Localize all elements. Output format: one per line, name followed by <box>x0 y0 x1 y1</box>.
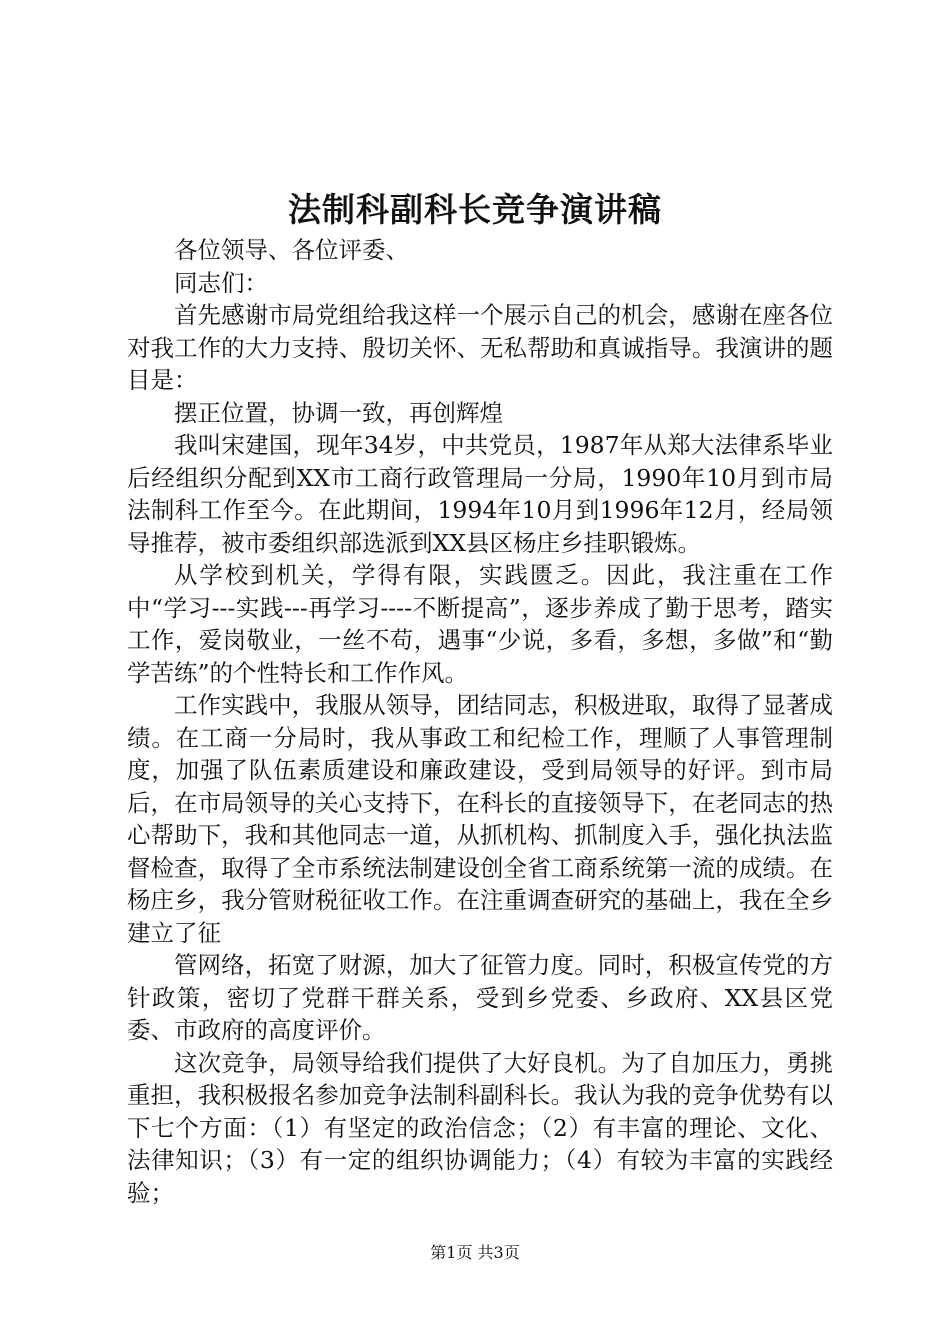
page-indicator: 第1页 共3页 <box>430 1243 520 1262</box>
paragraph-intro: 首先感谢市局党组给我这样一个展示自己的机会，感谢在座各位对我工作的大力支持、殷切关怀、无私帮助和真诚指导。我演讲的题目是： <box>127 301 833 394</box>
document-title: 法制科副科长竞争演讲稿 <box>288 190 662 229</box>
document-body <box>127 234 833 1209</box>
paragraph-competition-advantages: 这次竞争，局领导给我们提供了大好良机。为了自加压力，勇挑重担，我积极报名参加竞争法制科副科长。我认为我的竞争优势有以下七个方面：（1）有坚定的政治信念；（2）有丰富的理论、文化、法律知识；（3）有一定的组织协调能力；（4）有较为丰富的实践经验； <box>127 1048 833 1207</box>
paragraph-salutation-1: 各位领导、各位评委、 <box>174 236 409 264</box>
paragraph-achievements: 工作实践中，我服从领导，团结同志，积极进取，取得了显著成绩。在工商一分局时，我从事政工和纪检工作，理顺了人事管理制度，加强了队伍素质建设和廉政建设，受到局领导的好评。到市局后，在市局领导的关心支持下，在科长的直接领导下，在老同志的热心帮助下，我和其他同志一道，从抓机构、抓制度入手，强化执法监督检查，取得了全市系统法制建设创全省工商系统第一流的成绩。在杨庄乡，我分管财税征收工作。在注重调查研究的基础上，我在全乡建立了征 <box>127 691 833 947</box>
paragraph-salutation-2: 同志们： <box>174 268 268 297</box>
paragraph-achievements-continued: 管网络，拓宽了财源，加大了征管力度。同时，积极宣传党的方针政策，密切了党群干群关系，受到乡党委、乡政府、XX县区党委、市政府的高度评价。 <box>127 951 833 1044</box>
paragraph-speech-topic: 摆正位置，协调一致，再创辉煌 <box>174 398 503 427</box>
paragraph-self-introduction: 我叫宋建国，现年34岁，中共党员，1987年从郑大法律系毕业后经组织分配到XX市工商行政管理局一分局，1990年10月到市局法制科工作至今。在此期间，1994年10月到1996年12月，经局领导推荐，被市委组织部选派到XX县区杨庄乡挂职锻炼。 <box>127 431 833 557</box>
paragraph-work-style: 从学校到机关，学得有限，实践匮乏。因此，我注重在工作中“学习---实践---再学习----不断提高”，逐步养成了勤于思考，踏实工作，爱岗敬业，一丝不苟，遇事“少说，多看，多想，多做”和“勤学苦练”的个性特长和工作作风。 <box>127 561 833 687</box>
